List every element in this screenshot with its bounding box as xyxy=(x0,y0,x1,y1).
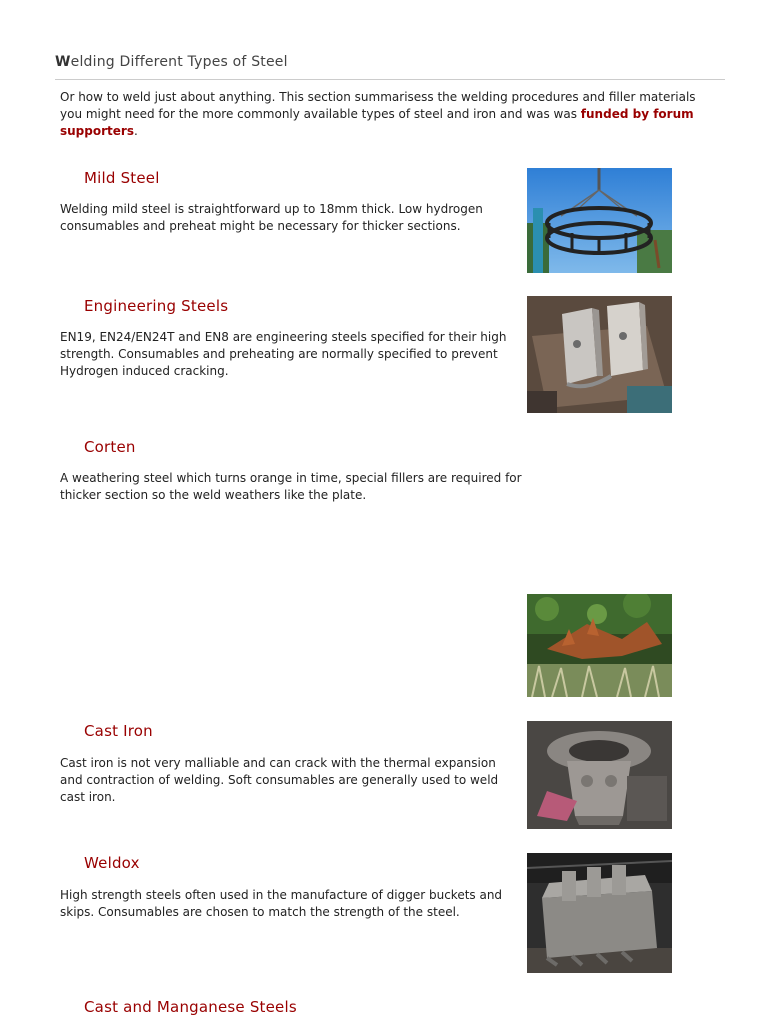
weldox-photo xyxy=(527,853,672,973)
engineering-steels-heading: Engineering Steels xyxy=(84,297,229,315)
title-divider xyxy=(55,79,725,80)
funded-link[interactable]: funded by forum supporters xyxy=(60,107,694,138)
cast-iron-photo xyxy=(527,721,672,829)
corten-heading: Corten xyxy=(84,438,136,456)
cast-manganese-heading: Cast and Manganese Steels xyxy=(84,998,297,1016)
intro-text: Or how to weld just about anything. This section summarisess the welding procedures and filler materials you might need for the more commonly available types of steel and iron and was was xyxy=(60,90,696,121)
corten-photo xyxy=(527,594,672,697)
page-title-rest: elding Different Types of Steel xyxy=(70,54,288,70)
intro-end: . xyxy=(133,124,138,138)
mild-steel-photo xyxy=(527,168,672,273)
weldox-text: High strength steels often used in the manufacture of digger buckets and skips. Consumables are chosen to match the strength of the steel. xyxy=(60,888,503,919)
cast-iron-heading: Cast Iron xyxy=(84,722,153,740)
cast-iron-text: Cast iron is not very malliable and can crack with the thermal expansion and contraction of welding. Soft consumables are generally used to weld cast iron. xyxy=(60,756,499,804)
engineering-steels-text: EN19, EN24/EN24T and EN8 are engineering steels specified for their high strength. Consumables and preheating are normally specified to prevent Hydrogen induced cracking. xyxy=(60,330,507,378)
page-title-initial: W xyxy=(55,54,71,70)
intro-paragraph xyxy=(60,89,720,140)
mild-steel-heading: Mild Steel xyxy=(84,169,160,187)
page-title xyxy=(55,54,288,70)
engineering-steels-photo xyxy=(527,296,672,413)
corten-text: A weathering steel which turns orange in time, special fillers are required for thicker section so the weld weathers like the plate. xyxy=(60,471,522,502)
weldox-heading: Weldox xyxy=(84,854,140,872)
mild-steel-text: Welding mild steel is straightforward up to 18mm thick. Low hydrogen consumables and preheat might be necessary for thicker sections. xyxy=(60,202,483,233)
